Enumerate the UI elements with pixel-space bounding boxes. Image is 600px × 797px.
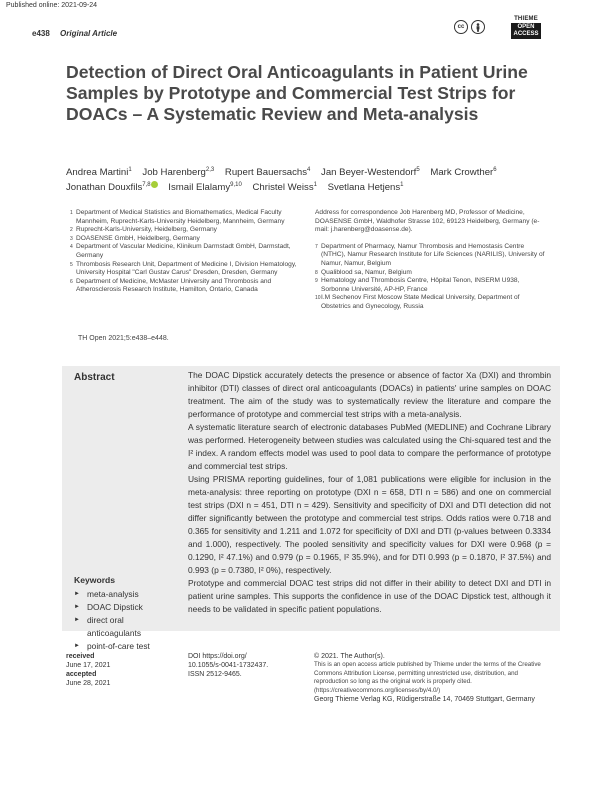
license-icons[interactable] xyxy=(454,20,485,34)
accepted-date: June 28, 2021 xyxy=(66,680,111,687)
affiliation: 2 Ruprecht-Karls-University, Heidelberg, Germany xyxy=(70,226,217,234)
keywords-heading: Keywords xyxy=(74,575,116,585)
author-list xyxy=(66,164,556,194)
affiliation: 10 I.M Sechenov First Moscow State Medical University, Department of Obstetrics and Gynecology, Russia xyxy=(315,294,520,310)
affiliation: 5 Thrombosis Research Unit, Department of Medicine I, Division Hematology, University Hospital "Carl Gustav Carus" Dresden, Dresden, Germany xyxy=(70,260,297,277)
affiliations-left xyxy=(70,209,300,295)
abstract-body xyxy=(188,369,551,616)
doi-suffix[interactable]: 10.1055/s-0041-1732437. xyxy=(188,662,269,669)
author[interactable]: Rupert Bauersachs$^4$ xyxy=(224,167,311,179)
abstract-paragraph: Prototype and commercial DOAC test strips did not differ in their ability to detect DXI and DTI in patient urine samples. This supports the confidence in use of the DOAC Dipstick test, although it needs to be validated in specific patient populations. xyxy=(188,578,551,614)
author[interactable]: Christel Weiss$^1$ xyxy=(252,182,317,194)
license-block xyxy=(314,652,544,704)
affiliation: 3 DOASENSE GmbH, Heidelberg, Germany xyxy=(70,234,200,242)
affiliation: 4 Department of Vascular Medicine, Klinikum Darmstadt GmbH, Darmstadt, Germany xyxy=(70,243,291,259)
affiliation: 9 Hematology and Thrombosis Centre, Hôpital Tenon, INSERM U938, Sorbonne Université, AP-HP, France xyxy=(315,277,520,293)
abstract-paragraph: The DOAC Dipstick accurately detects the presence or absence of factor Xa (DXI) and thrombin inhibitor (DTI) classes of direct oral anticoagulants (DOACs) in patients' urine samples on DOAC treatment. The aim of the study was to systematically review the literature and compare the performance of prototype and commercial test strips with a meta-analysis. xyxy=(188,370,551,419)
author[interactable]: Jonathan Douxfils$^{7,8}$ xyxy=(66,182,158,193)
correspondence-label: Address for correspondence xyxy=(315,209,398,216)
open-access-line2: ACCESS xyxy=(513,31,539,37)
keyword-item[interactable]: ► meta-analysis xyxy=(74,588,174,601)
abstract-paragraph: Using PRISMA reporting guidelines, four of 1,081 publications were eligible for inclusion in the meta-analysis: three reporting on prototype (DXI n = 658, DTI n = 586) and one on commercial test strips (DXI n = 451, DTI n = 429). Sensitivity and specificity of DXI and DTI detection did not differ significantly between the prototype and commercial test strips. Odds ratios were 0.718 and 0.365 for sensitivity and 1.211 and 1.072 for specificity of DXI and DTI (p-values between 0.3334 and 1.000), respectively. The pooled sensitivity and specificity values for DXI were 0.968 (p = 0.1290, I² 47.1%) and 0.979 (p = 0.1965, I² 35.9%), and for DTI 0.993 (p = 0.1870, I² 37.5%) and 0.993 (p = 0.7380, I² 0%), respectively. xyxy=(188,474,551,575)
correspondence xyxy=(315,209,547,235)
doi-link[interactable]: DOI https://doi.org/ xyxy=(188,653,247,660)
received-date: June 17, 2021 xyxy=(66,662,111,669)
thieme-logo-word: THIEME xyxy=(514,16,538,22)
keyword-item[interactable]: ► point-of-care test xyxy=(74,640,174,653)
author[interactable]: Jan Beyer-Westendorf$^5$ xyxy=(321,167,420,179)
keywords-list xyxy=(74,588,174,653)
keyword-item[interactable]: ► DOAC Dipstick xyxy=(74,601,174,614)
by-icon[interactable] xyxy=(471,20,485,34)
issn: ISSN 2512-9465. xyxy=(188,671,242,678)
affiliations-right xyxy=(315,209,547,312)
published-date: Published online: 2021-09-24 xyxy=(6,2,98,9)
correspondence-text[interactable]: Job Harenberg MD, Professor of Medicine, DOASENSE GmbH, Waldhofer Strasse 102, 69123 Heidelberg, Germany (e-mail: j.harenberg@doasense.de). xyxy=(315,209,540,234)
affiliation: 1 Department of Medical Statistics and Biomathematics, Medical Faculty Mannheim, Ruprecht-Karls-University Heidelberg, Mannheim, Germany xyxy=(70,209,285,225)
page-number: e438 xyxy=(32,29,50,38)
abstract-heading: Abstract xyxy=(74,372,115,383)
orcid-icon[interactable] xyxy=(151,181,158,188)
published-bar xyxy=(0,0,600,12)
citation: TH Open 2021;5:e438–e448. xyxy=(78,335,169,342)
doi-block xyxy=(188,652,298,679)
author[interactable]: Job Harenberg$^{2,3}$ xyxy=(142,167,215,179)
open-access-line1: OPEN xyxy=(517,24,535,30)
open-access-badge xyxy=(511,23,541,39)
cc-icon[interactable]: cc xyxy=(454,20,468,34)
article-title: Detection of Direct Oral Anticoagulants in Patient Urine Samples by Prototype and Commercial Test Strips for DOACs – A Systematic Review and Meta-analysis xyxy=(66,62,528,124)
accepted-label: accepted xyxy=(66,671,97,678)
affiliation: 7 Department of Pharmacy, Namur Thrombosis and Hemostasis Centre (NTHC), Namur Research Institute for Life Sciences (NARILIS), University of Namur, Namur, Belgium xyxy=(315,242,545,267)
article-type: Original Article xyxy=(60,29,118,38)
publisher-address: Georg Thieme Verlag KG, Rüdigerstraße 14, 70469 Stuttgart, Germany xyxy=(314,696,535,704)
keyword-item[interactable]: ► direct oral anticoagulants xyxy=(74,614,174,640)
affiliation: 8 Qualiblood sa, Namur, Belgium xyxy=(315,268,412,276)
author[interactable]: Andrea Martini$^1$ xyxy=(66,167,132,179)
thieme-open-access-logo[interactable] xyxy=(511,16,541,39)
copyright: © 2021. The Author(s). xyxy=(314,653,385,660)
running-head xyxy=(32,29,117,38)
license-text[interactable]: This is an open access article published by Thieme under the terms of the Creative Commons Attribution License, permitting unrestricted use, distribution, and reproduction so long as the original work is properly cited. (https://creativecommons.org/licenses/by/4.0/) xyxy=(314,661,541,694)
article-history xyxy=(66,652,176,688)
abstract-paragraph: A systematic literature search of electronic databases PubMed (MEDLINE) and Cochrane Library was performed. Heterogeneity between studies was calculated using the Chi-squared test and the I² index. A random effects model was used to pool data to compare the performance of prototype and commercial test strips. xyxy=(188,422,551,471)
author[interactable]: Ismail Elalamy$^{9,10}$ xyxy=(168,182,242,194)
author[interactable]: Mark Crowther$^6$ xyxy=(430,167,497,179)
author[interactable]: Svetlana Hetjens$^1$ xyxy=(327,182,404,194)
received-label: received xyxy=(66,653,95,660)
affiliation: 6 Department of Medicine, McMaster University and Thrombosis and Atherosclerosis Research Institute, Hamilton, Ontario, Canada xyxy=(70,277,272,294)
